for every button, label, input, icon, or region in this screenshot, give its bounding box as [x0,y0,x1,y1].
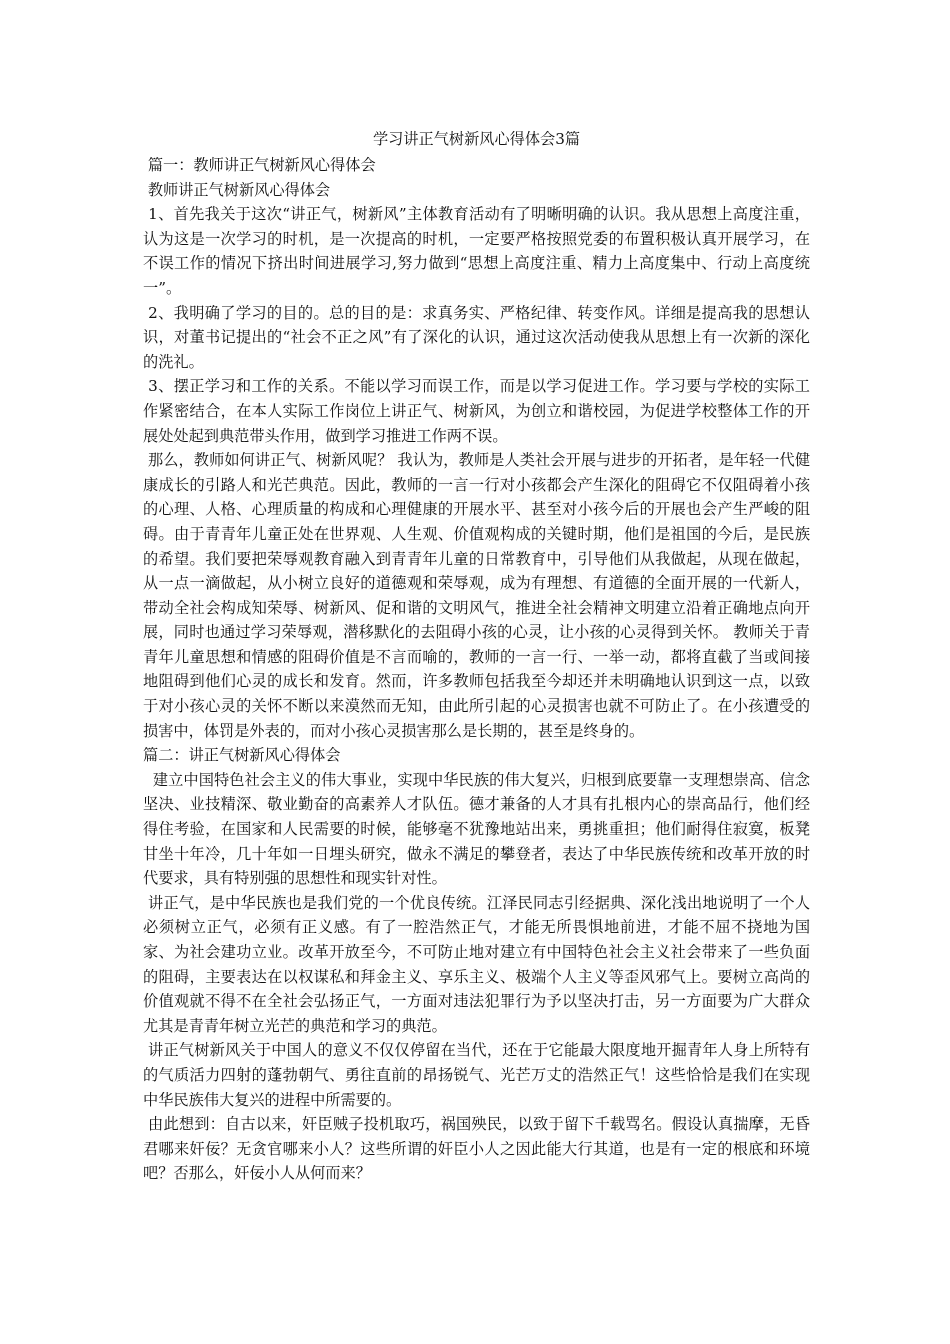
document-page [143,127,810,1186]
paragraph-5: 建立中国特色社会主义的伟大事业，实现中华民族的伟大复兴，归根到底要靠一支理想崇高、信念坚决、业技精深、敬业勤奋的高素养人才队伍。德才兼备的人才具有扎根内心的崇高品行，他们经得住考验，在国家和人民需要的时候，能够毫不犹豫地站出来，勇挑重担；他们耐得住寂寞，板凳甘坐十年冷，几十年如一日埋头研究，做永不满足的攀登者，表达了中华民族传统和改革开放的时代要求，具有特别强的思想性和现实针对性。 [143,770,811,888]
paragraph-6: 讲正气，是中华民族也是我们党的一个优良传统。江泽民同志引经据典、深化浅出地说明了一个人必须树立正气，必须有正义感。有了一腔浩然正气，才能无所畏惧地前进，才能不屈不挠地为国家、为社会建功立业。改革开放至今，不可防止地对建立有中国特色社会主义社会带来了一些负面的阻碍，主要表达在以权谋私和拜金主义、享乐主义、极端个人主义等歪风邪气上。要树立高尚的价值观就不得不在全社会弘扬正气，一方面对违法犯罪行为予以坚决打击，另一方面要为广大群众尤其是青青年树立光芒的典范和学习的典范。 [143,893,811,1035]
paragraph-7: 讲正气树新风关于中国人的意义不仅仅停留在当代，还在于它能最大限度地开掘青年人身上所特有的气质活力四射的蓬勃朝气、勇往直前的昂扬锐气、光芒万丈的浩然正气！这些恰恰是我们在实现中华民族伟大复兴的进程中所需要的。 [143,1041,811,1109]
section-heading-2: 篇二：讲正气树新风心得体会 [143,746,341,765]
subsection-heading: 教师讲正气树新风心得体会 [143,180,331,199]
section-heading-1: 篇一：教师讲正气树新风心得体会 [143,156,376,174]
paragraph-3: 3、摆正学习和工作的关系。不能以学习而误工作，而是以学习促进工作。学习要与学校的实际工作紧密结合，在本人实际工作岗位上讲正气、树新风，为创立和谐校园，为促进学校整体工作的开展处处起到典范带头作用，做到学习推进工作两不误。 [143,377,810,445]
paragraph-1: 1、首先我关于这次“讲正气，树新风”主体教育活动有了明晰明确的认识。我从思想上高度注重，认为这是一次学习的时机，是一次提高的时机，一定要严格按照党委的布置积极认真开展学习，在不误工作的情况下挤出时间进展学习,努力做到“思想上高度注重、精力上高度集中、行动上高度统一”。 [143,205,810,297]
document-title: 学习讲正气树新风心得体会3篇 [372,130,581,148]
paragraph-4: 那么，教师如何讲正气、树新风呢？ 我认为，教师是人类社会开展与进步的开拓者，是年轻一代健康成长的引路人和光芒典范。因此，教师的一言一行对小孩都会产生深化的阻碍它不仅阻碍着小孩的心理、人格、心理质量的构成和心理健康的开展水平、甚至对小孩今后的开展也会产生严峻的阻碍。由于青青年儿童正处在世界观、人生观、价值观构成的关键时期，他们是祖国的今后，是民族的希望。我们要把荣辱观教育融入到青青年儿童的日常教育中，引导他们从我做起，从现在做起，从一点一滴做起，从小树立良好的道德观和荣辱观，成为有理想、有道德的全面开展的一代新人，带动全社会构成知荣辱、树新风、促和谐的文明风气，推进全社会精神文明建立沿着正确地点向开展，同时也通过学习荣辱观，潜移默化的去阻碍小孩的心灵，让小孩的心灵得到关怀。 教师关于青青年儿童思想和情感的阻碍价值是不言而喻的，教师的一言一行、一举一动，都将直截了当或间接地阻碍到他们心灵的成长和发育。然而，许多教师包括我至今却还并未明确地认识到这一点，以致于对小孩心灵的关怀不断以来漠然而无知，由此所引起的心灵损害也就不可防止了。在小孩遭受的损害中，体罚是外表的，而对小孩心灵损害那么是长期的，甚至是终身的。 [143,451,811,740]
paragraph-8: 由此想到：自古以来，奸臣贼子投机取巧，祸国殃民，以致于留下千载骂名。假设认真揣摩，无昏君哪来奸佞？无贪官哪来小人？这些所谓的奸臣小人之因此能大行其道，也是有一定的根底和环境吧？否那么，奸佞小人从何而来？ [143,1115,811,1183]
paragraph-2: 2、我明确了学习的目的。总的目的是：求真务实、严格纪律、转变作风。详细是提高我的思想认识，对董书记提出的“社会不正之风”有了深化的认识，通过这次活动使我从思想上有一次新的深化的洗礼。 [143,303,810,371]
